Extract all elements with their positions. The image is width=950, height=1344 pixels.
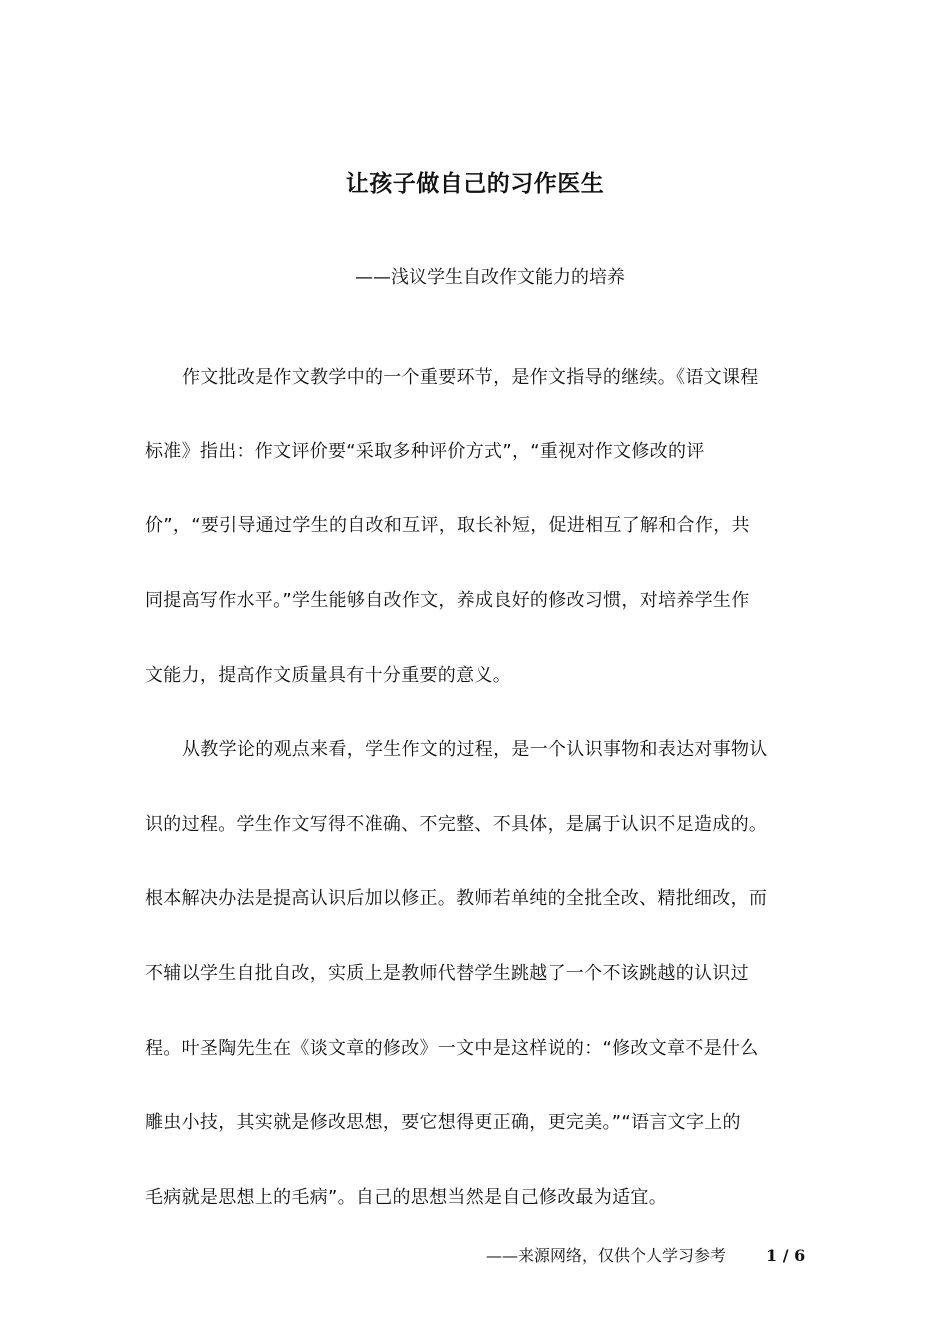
- paragraph-line: 从教学论的观点来看，学生作文的过程，是一个认识事物和表达对事物认: [182, 739, 768, 760]
- paragraph-line: 程。叶圣陶先生在《谈文章的修改》一文中是这样说的：“修改文章不是什么: [145, 1038, 759, 1059]
- paragraph-line: 根本解决办法是提高认识后加以修正。教师若单纯的全批全改、精批细改，而: [145, 888, 768, 909]
- paragraph-line: 作文批改是作文教学中的一个重要环节，是作文指导的继续。《语文课程: [182, 367, 759, 388]
- page-number: 1 / 6: [766, 1246, 806, 1265]
- document-subtitle: ——浅议学生自改作文能力的培养: [355, 267, 625, 288]
- paragraph-line: 识的过程。学生作文写得不准确、不完整、不具体，是属于认识不足造成的。: [145, 814, 768, 835]
- paragraph-line: 同提高写作水平。”学生能够自改作文，养成良好的修改习惯，对培养学生作: [145, 590, 750, 611]
- paragraph-line: 雕虫小技，其实就是修改思想，要它想得更正确，更完美。”“语言文字上的: [145, 1112, 741, 1133]
- paragraph-line: 不辅以学生自批自改，实质上是教师代替学生跳越了一个不该跳越的认识过: [145, 963, 749, 984]
- paragraph-line: 价”，“要引导通过学生的自改和互评，取长补短，促进相互了解和合作，共: [145, 515, 750, 536]
- paragraph-line: 标准》指出：作文评价要“采取多种评价方式”，“重视对作文修改的评: [145, 441, 705, 462]
- paragraph-line: 毛病就是思想上的毛病”。自己的思想当然是自己修改最为适宜。: [145, 1187, 668, 1208]
- document-title: 让孩子做自己的习作医生: [345, 171, 605, 197]
- footer-source-note: ——来源网络，仅供个人学习参考: [486, 1246, 727, 1265]
- paragraph-line: 文能力，提高作文质量具有十分重要的意义。: [145, 665, 511, 686]
